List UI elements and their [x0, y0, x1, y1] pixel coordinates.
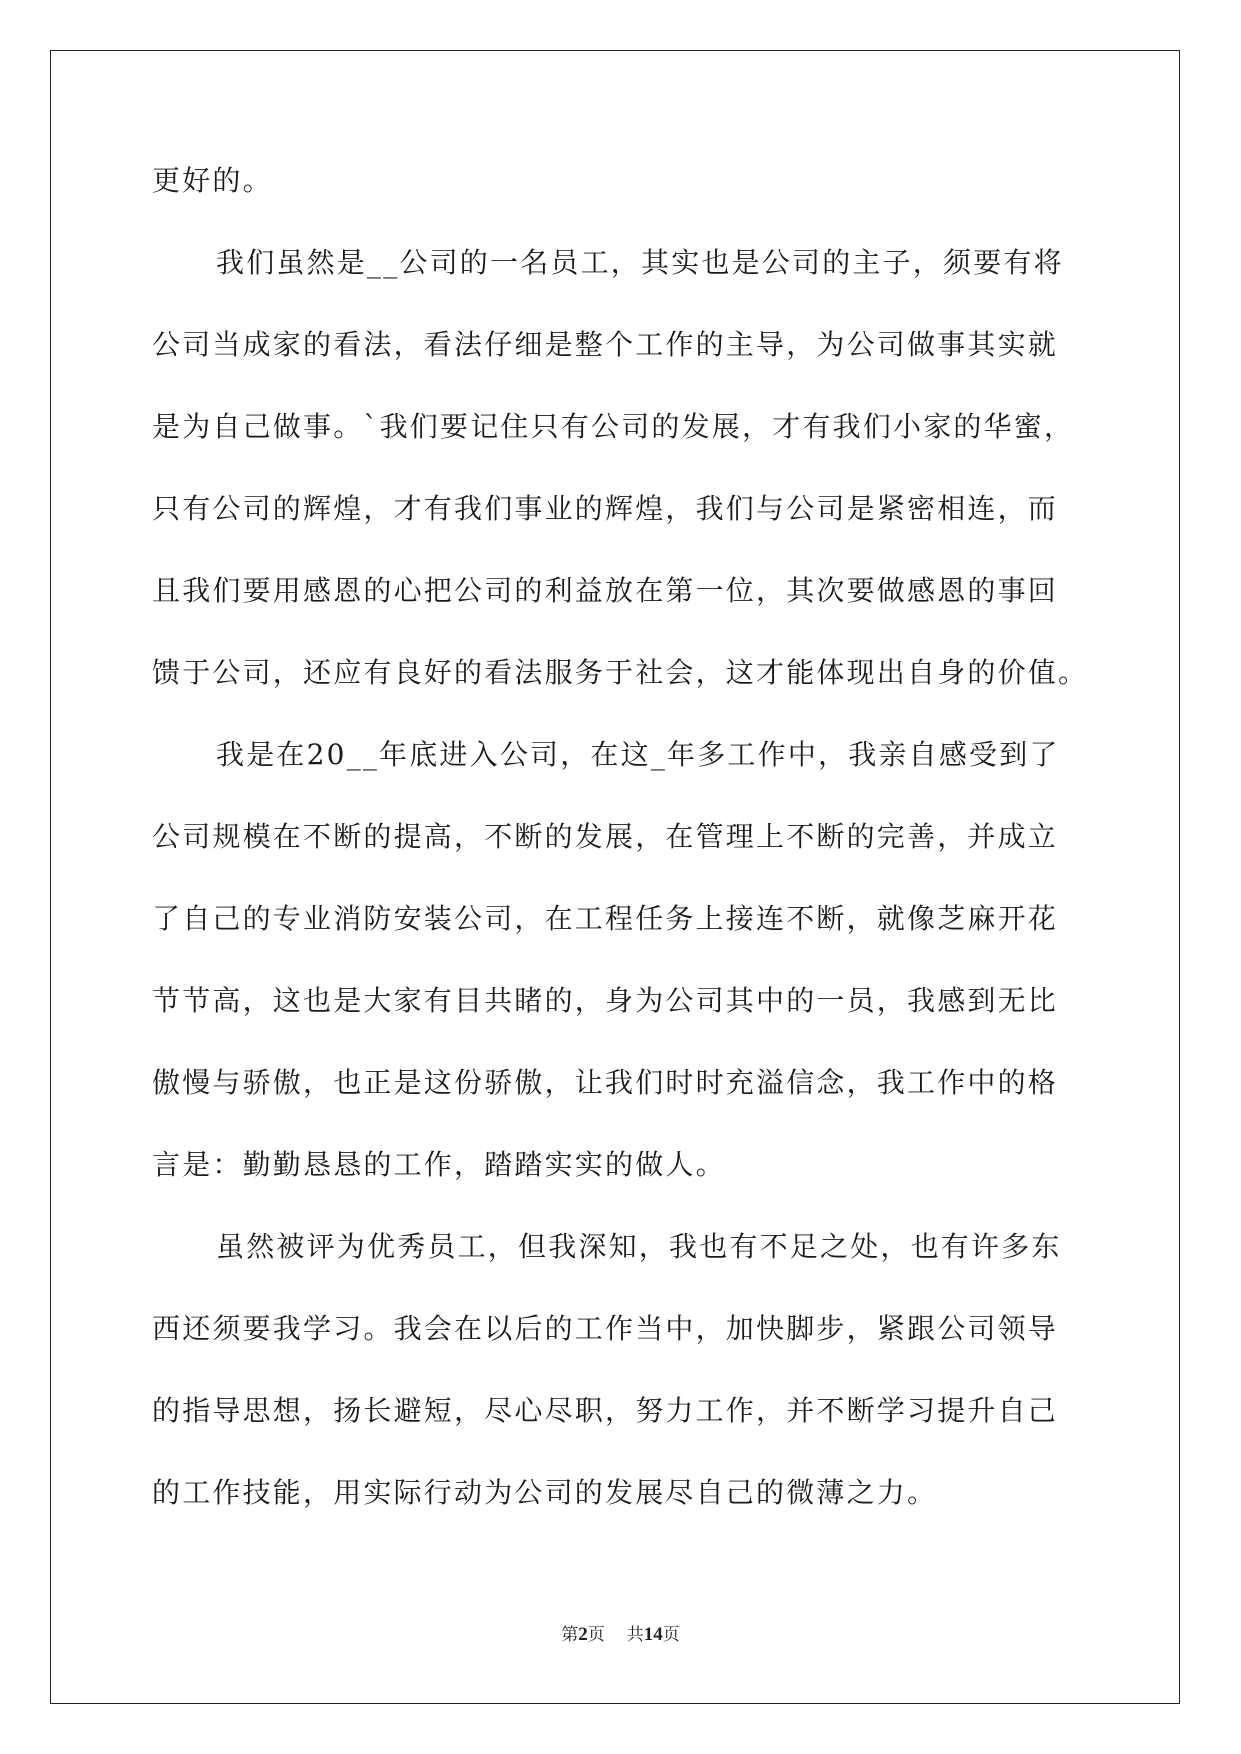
footer-page-suffix: 页	[587, 1625, 605, 1645]
text-line: 我是在20__年底进入公司，在这_年多工作中，我亲自感受到了	[216, 738, 1060, 771]
total-pages: 14	[643, 1624, 663, 1645]
text-line: 是为自己做事。`我们要记住只有公司的发展，才有我们小家的华蜜，	[152, 410, 1075, 443]
text-line: 馈于公司，还应有良好的看法服务于社会，这才能体现出自身的价值。	[152, 656, 1089, 689]
footer-total-prefix: 共	[626, 1625, 644, 1645]
footer-prefix: 第	[561, 1625, 579, 1645]
text-line: 公司规模在不断的提高，不断的发展，在管理上不断的完善，并成立	[152, 820, 1059, 853]
text-line: 傲慢与骄傲，也正是这份骄傲，让我们时时充溢信念，我工作中的格	[152, 1066, 1059, 1099]
text-line: 更好的。	[152, 164, 273, 197]
text-line: 虽然被评为优秀员工，但我深知，我也有不足之处，也有许多东	[216, 1230, 1062, 1263]
page-number: 2	[578, 1624, 588, 1645]
text-line: 公司当成家的看法，看法仔细是整个工作的主导，为公司做事其实就	[152, 328, 1059, 361]
text-line: 节节高，这也是大家有目共睹的，身为公司其中的一员，我感到无比	[152, 984, 1059, 1017]
footer-total-suffix: 页	[662, 1625, 680, 1645]
text-line: 的工作技能，用实际行动为公司的发展尽自己的微薄之力。	[152, 1476, 938, 1509]
text-line: 且我们要用感恩的心把公司的利益放在第一位，其次要做感恩的事回	[152, 574, 1059, 607]
document-body	[152, 158, 1092, 1552]
text-line: 只有公司的辉煌，才有我们事业的辉煌，我们与公司是紧密相连，而	[152, 492, 1059, 525]
text-line: 西还须要我学习。我会在以后的工作当中，加快脚步，紧跟公司领导	[152, 1312, 1059, 1345]
text-line: 我们虽然是__公司的一名员工，其实也是公司的主子，须要有将	[216, 246, 1064, 279]
text-line: 了自己的专业消防安装公司，在工程任务上接连不断，就像芝麻开花	[152, 902, 1059, 935]
text-line: 的指导思想，扬长避短，尽心尽职，努力工作，并不断学习提升自己	[152, 1394, 1059, 1427]
page-footer	[0, 1620, 1241, 1646]
text-line: 言是：勤勤恳恳的工作，踏踏实实的做人。	[152, 1148, 726, 1181]
